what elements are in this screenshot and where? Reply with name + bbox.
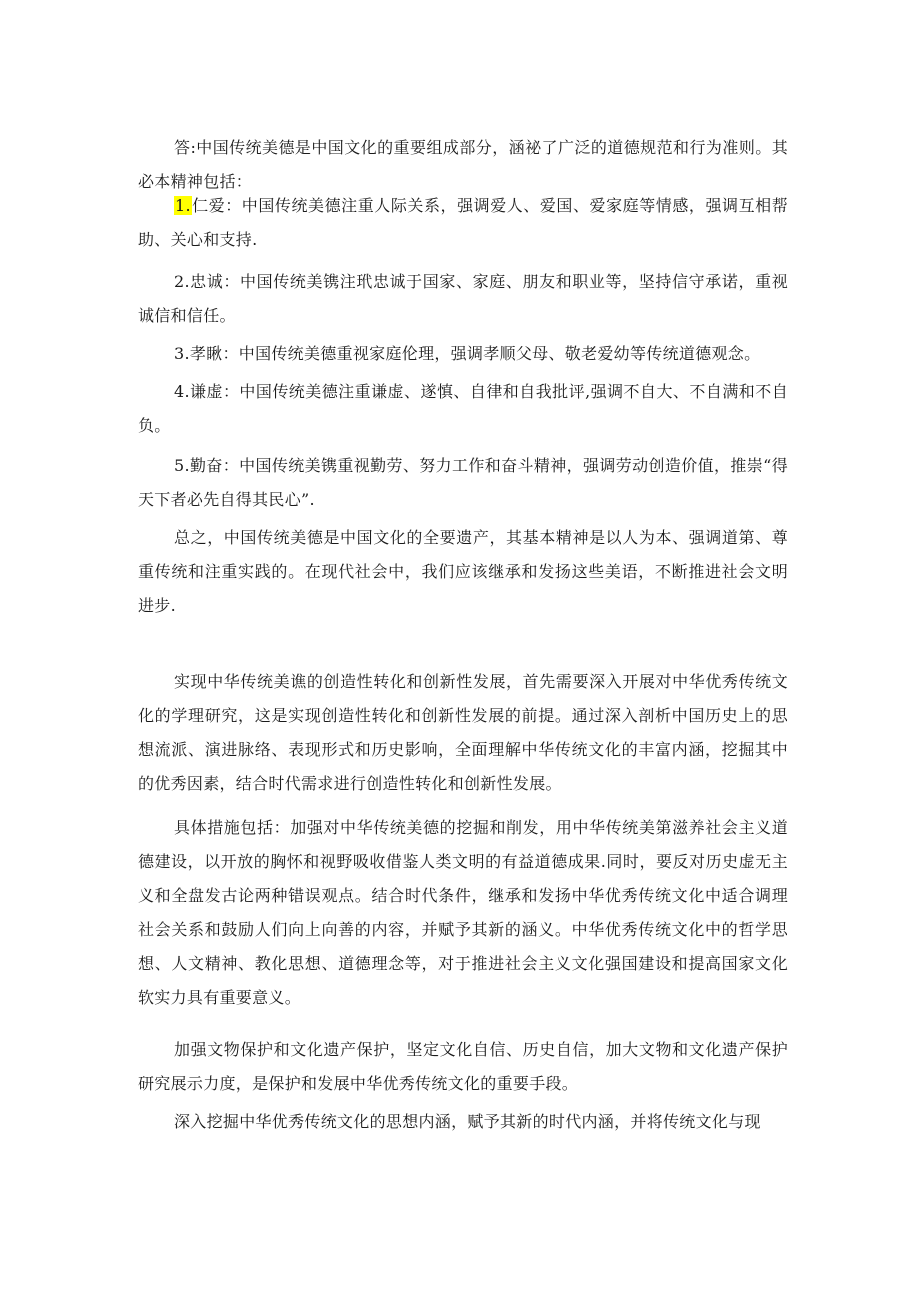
summary-paragraph: 总之，中国传统美德是中国文化的全要遗产，其基本精神是以人为本、强调道第、尊重传统和注重实践的。在现代社会中，我们应该继承和发扬这些美语，不断推进社会文明进步.: [138, 528, 788, 615]
list-number: 2: [174, 272, 185, 291]
body-paragraph-1: 实现中华传统美谯的创造性转化和创新性发展，首先需要深入开展对中华优秀传统文化的学理研究，这是实现创造性转化和创新性发展的前提。通过深入剖析中国历史上的思想流派、演进脉络、表现形式和历史影响，全面理解中华传统文化的丰富内涵，挖掘其中的优秀因素，结合时代需求进行创造性转化和创新性发展。: [138, 672, 788, 793]
list-item-text: .勤奋：中国传统美镌重视勤劳、努力工作和奋斗精神，强调劳动创造价值，推崇“得天下者必先自得其民心”.: [138, 456, 788, 509]
list-number: 5: [174, 456, 185, 475]
list-item-4: [138, 375, 788, 443]
list-item-text: 仁爱：中国传统美德注重人际关系，强调爱人、爱国、爱家庭等情感，强调互相帮助、关心和支持.: [138, 196, 788, 249]
list-item-text: .忠诚：中国传统美镌注玳忠诚于国家、家庭、朋友和职业等，坚持信守承诺，重视诚信和信任。: [138, 272, 788, 325]
list-number: 4: [174, 382, 185, 401]
body-paragraph-3: 加强文物保护和文化遗产保护，坚定文化自信、历史自信，加大文物和文化遗产保护研究展示力度，是保护和发展中华优秀传统文化的重要手段。: [138, 1040, 788, 1093]
list-item-2: [138, 265, 788, 333]
body-paragraph-2: 具体措施包括：加强对中华传统美德的挖掘和削发，用中华传统美第滋养社会主义道德建设，以开放的胸怀和视野吸收借鉴人类文明的有益道德成果.同时，要反对历史虚无主义和全盘发古论两种错误观点。结合时代条件，继承和发扬中华优秀传统文化中适合调理社会关系和鼓励人们向上向善的内容，并赋予其新的涵义。中华优秀传统文化中的哲学思想、人文精神、教化思想、道德理念等，对于推进社会主义文化强国建设和提高国家文化软实力具有重要意义。: [138, 818, 788, 1007]
list-item-text: .孝瞅：中国传统美德重视家庭伦理，强调孝顺父母、敬老爱幼等传统道德观念。: [184, 344, 761, 363]
list-number: 3: [174, 344, 185, 363]
list-number-highlight: 1.: [175, 196, 191, 215]
list-item-5: [138, 449, 788, 517]
body-paragraph-4: 深入挖掘中华优秀传统文化的思想内涵，赋予其新的时代内涵，并将传统文化与现: [174, 1112, 761, 1131]
answer-paragraph: 答:中国传统美德是中国文化的重要组成部分，涵祕了广泛的道德规范和行为准则。其必本精神包括：: [138, 138, 788, 191]
list-item-1: [138, 189, 788, 257]
list-item-3: [138, 337, 788, 371]
list-item-text: .谦虚：中国传统美德注重谦虚、遂慎、自律和自我批评,强调不自大、不自满和不自负。: [138, 382, 788, 435]
